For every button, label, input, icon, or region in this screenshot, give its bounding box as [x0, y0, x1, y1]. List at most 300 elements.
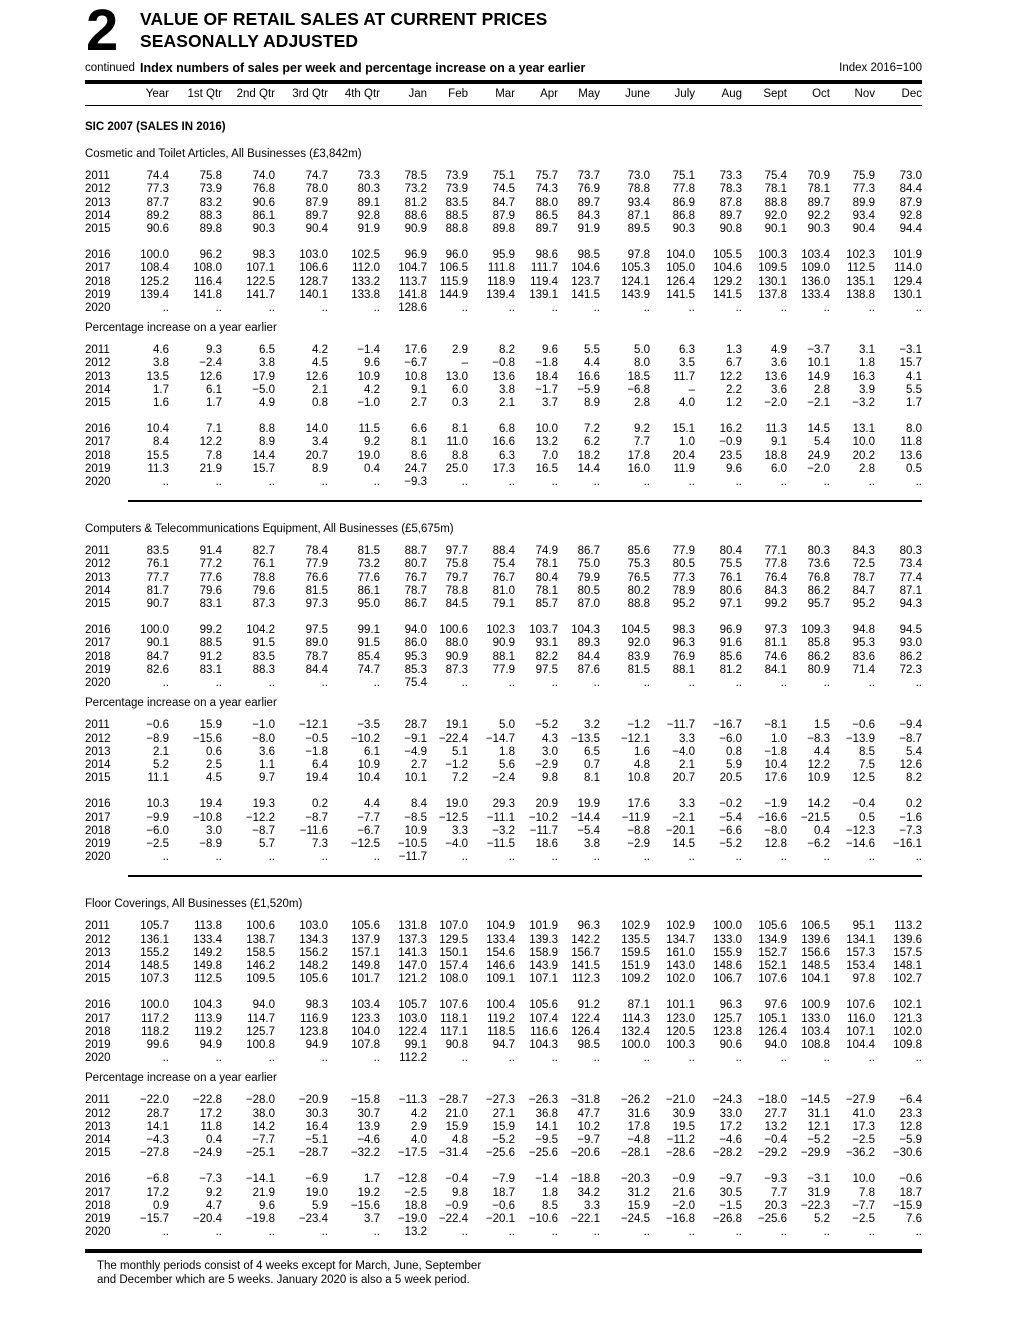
- value-cell: 92.8: [357, 209, 380, 222]
- value-cell: 80.4: [535, 571, 558, 584]
- value-cell: 112.3: [572, 973, 600, 986]
- table-row: [85, 851, 922, 864]
- value-cell: −0.9: [445, 1199, 468, 1212]
- section-title: Computers & Telecommunications Equipment, All Businesses (£5,675m): [85, 523, 454, 536]
- table-row: [85, 812, 922, 825]
- value-cell: 131.8: [398, 920, 427, 933]
- value-cell: 16.2: [719, 423, 742, 436]
- value-cell: 93.0: [899, 637, 922, 650]
- value-cell: 75.0: [577, 558, 600, 571]
- value-cell: 81.2: [719, 663, 742, 676]
- value-cell: −2.5: [852, 1133, 875, 1146]
- year-label: 2019: [85, 1038, 111, 1051]
- value-cell: 1.7: [364, 1173, 380, 1186]
- value-cell: 112.5: [194, 973, 222, 986]
- value-cell: 77.8: [764, 558, 787, 571]
- value-cell: 104.4: [846, 1038, 875, 1051]
- sic-heading: SIC 2007 (SALES IN 2016): [85, 121, 226, 134]
- value-cell: 84.5: [445, 598, 468, 611]
- table-row: [85, 1094, 922, 1107]
- value-cell: 10.1: [404, 772, 427, 785]
- value-cell: 141.8: [398, 288, 427, 301]
- value-cell: 15.7: [252, 462, 275, 475]
- value-cell: 2.1: [153, 745, 169, 758]
- value-cell: 156.2: [299, 946, 328, 959]
- value-cell: 102.9: [621, 920, 650, 933]
- value-cell: −9.1: [404, 732, 427, 745]
- value-cell: 98.5: [577, 1038, 600, 1051]
- column-header: 2nd Qtr: [236, 88, 275, 100]
- value-cell: 87.6: [577, 663, 600, 676]
- year-label: 2016: [85, 249, 111, 262]
- value-cell: 19.9: [577, 798, 600, 811]
- value-cell: 106.5: [439, 262, 468, 275]
- value-cell: 139.3: [529, 933, 558, 946]
- value-cell: 142.2: [571, 933, 600, 946]
- value-cell: 121.2: [398, 973, 427, 986]
- value-cell: 88.1: [672, 663, 695, 676]
- value-cell: 122.4: [398, 1025, 427, 1038]
- value-cell: 82.6: [146, 663, 169, 676]
- year-label: 2014: [85, 209, 111, 222]
- table-row: [85, 598, 922, 611]
- value-cell: −11.1: [486, 811, 515, 824]
- value-cell: −7.3: [899, 824, 922, 837]
- value-cell: 7.2: [584, 423, 600, 436]
- pct-table-2016-2020: [85, 423, 922, 489]
- value-cell: 96.3: [719, 999, 742, 1012]
- value-cell: 101.1: [666, 999, 695, 1012]
- value-cell: 80.3: [357, 183, 380, 196]
- value-cell: ..: [735, 851, 742, 864]
- year-label: 2012: [85, 558, 111, 571]
- value-cell: 88.8: [445, 223, 468, 236]
- value-cell: ..: [551, 1052, 558, 1065]
- value-cell: 116.4: [194, 275, 222, 288]
- value-cell: 118.9: [487, 275, 515, 288]
- value-cell: −5.2: [535, 719, 558, 732]
- value-cell: 108.0: [193, 262, 222, 275]
- value-cell: 77.3: [672, 571, 695, 584]
- value-cell: −21.5: [800, 811, 830, 824]
- table-row: [85, 384, 922, 397]
- value-cell: 19.0: [445, 798, 468, 811]
- value-cell: −2.4: [199, 357, 222, 370]
- value-cell: 84.1: [764, 663, 787, 676]
- column-header: Nov: [854, 88, 875, 100]
- value-cell: 133.0: [801, 1012, 830, 1025]
- value-cell: 148.2: [299, 959, 328, 972]
- value-cell: −11.3: [398, 1094, 427, 1107]
- value-cell: 78.5: [404, 170, 427, 183]
- value-cell: 8.9: [584, 397, 600, 410]
- value-cell: −8.9: [146, 732, 169, 745]
- value-cell: −0.2: [719, 798, 742, 811]
- value-cell: 84.3: [577, 209, 600, 222]
- value-cell: −8.3: [807, 732, 830, 745]
- value-cell: 108.8: [801, 1038, 830, 1051]
- value-cell: 79.6: [252, 584, 275, 597]
- value-cell: 15.5: [146, 449, 169, 462]
- value-cell: 0.4: [364, 462, 380, 475]
- value-cell: 16.4: [305, 1120, 328, 1133]
- value-cell: 139.6: [801, 933, 830, 946]
- value-cell: −13.5: [570, 732, 600, 745]
- table-row: [85, 450, 922, 463]
- value-cell: 4.4: [584, 357, 600, 370]
- value-cell: 17.2: [146, 1186, 169, 1199]
- value-cell: 161.0: [666, 946, 695, 959]
- value-cell: 107.1: [529, 973, 558, 986]
- value-cell: 10.9: [404, 824, 427, 837]
- table-row: [85, 934, 922, 947]
- value-cell: −1.0: [252, 719, 275, 732]
- value-cell: 80.6: [719, 584, 742, 597]
- pct-table-2011-2015: [85, 1094, 922, 1160]
- year-label: 2013: [85, 1120, 111, 1133]
- value-cell: 124.1: [621, 275, 650, 288]
- value-cell: 80.5: [672, 558, 695, 571]
- value-cell: 89.5: [627, 223, 650, 236]
- value-cell: 1.1: [259, 758, 275, 771]
- value-cell: 8.6: [411, 449, 427, 462]
- value-cell: 103.0: [299, 920, 328, 933]
- value-cell: 111.8: [487, 262, 515, 275]
- value-cell: 21.9: [199, 462, 222, 475]
- value-cell: 87.3: [445, 663, 468, 676]
- section-title: Cosmetic and Toilet Articles, All Businesses (£3,842m): [85, 148, 362, 161]
- value-cell: 12.6: [305, 370, 328, 383]
- value-cell: 94.4: [899, 223, 922, 236]
- value-cell: 17.6: [627, 798, 650, 811]
- table-row: [85, 1213, 922, 1226]
- value-cell: 104.3: [529, 1038, 558, 1051]
- table-row: [85, 289, 922, 302]
- value-cell: −17.5: [397, 1147, 427, 1160]
- value-cell: 119.2: [487, 1012, 515, 1025]
- table-row: [85, 197, 922, 210]
- value-cell: 100.3: [666, 1038, 695, 1051]
- value-cell: 87.8: [719, 196, 742, 209]
- value-cell: 90.6: [146, 223, 169, 236]
- value-cell: 82.2: [535, 650, 558, 663]
- value-cell: −9.4: [899, 719, 922, 732]
- value-cell: −4.9: [404, 745, 427, 758]
- value-cell: 73.7: [577, 170, 600, 183]
- value-cell: −3.1: [899, 344, 922, 357]
- value-cell: 5.0: [499, 719, 515, 732]
- value-cell: ..: [915, 476, 922, 489]
- value-cell: 20.7: [305, 449, 328, 462]
- value-cell: −6.7: [357, 824, 380, 837]
- value-cell: 8.1: [411, 436, 427, 449]
- year-label: 2012: [85, 183, 111, 196]
- value-cell: 6.6: [411, 423, 427, 436]
- value-cell: −11.2: [666, 1133, 695, 1146]
- value-cell: ..: [593, 1052, 600, 1065]
- value-cell: 94.9: [199, 1038, 222, 1051]
- value-cell: 117.1: [440, 1025, 468, 1038]
- value-cell: 89.7: [807, 196, 830, 209]
- value-cell: −10.5: [397, 837, 427, 850]
- value-cell: 114.0: [894, 262, 922, 275]
- value-cell: 100.3: [758, 249, 787, 262]
- value-cell: 12.2: [199, 436, 222, 449]
- value-cell: 11.8: [900, 436, 922, 449]
- value-cell: −31.4: [438, 1147, 468, 1160]
- value-cell: 3.3: [679, 798, 695, 811]
- table-row: [85, 677, 922, 690]
- value-cell: −11.7: [666, 719, 695, 732]
- value-cell: 75.4: [404, 677, 427, 690]
- value-cell: 129.2: [713, 275, 742, 288]
- value-cell: 73.6: [807, 558, 830, 571]
- value-cell: ..: [215, 851, 222, 864]
- value-cell: −16.7: [712, 719, 742, 732]
- year-label: 2019: [85, 288, 111, 301]
- value-cell: 2.9: [452, 344, 468, 357]
- value-cell: ..: [508, 1226, 515, 1239]
- year-label: 2015: [85, 1147, 111, 1160]
- value-cell: 107.1: [246, 262, 275, 275]
- value-cell: 89.8: [492, 223, 515, 236]
- value-cell: ..: [215, 1226, 222, 1239]
- value-cell: 156.7: [571, 946, 600, 959]
- value-cell: 108.0: [439, 973, 468, 986]
- value-cell: 102.9: [666, 920, 695, 933]
- value-cell: 84.7: [146, 650, 169, 663]
- column-header: 4th Qtr: [344, 88, 380, 100]
- value-cell: 80.9: [807, 663, 830, 676]
- value-cell: 78.4: [305, 545, 328, 558]
- value-cell: 112.2: [399, 1052, 427, 1065]
- value-cell: 72.3: [899, 663, 922, 676]
- year-label: 2017: [85, 436, 111, 449]
- value-cell: ..: [823, 1226, 830, 1239]
- value-cell: ..: [915, 1052, 922, 1065]
- value-cell: 4.4: [814, 745, 830, 758]
- value-cell: 129.4: [893, 275, 922, 288]
- value-cell: 10.8: [404, 370, 427, 383]
- column-header: 3rd Qtr: [292, 88, 328, 100]
- value-cell: 7.1: [206, 423, 222, 436]
- value-cell: 83.9: [627, 650, 650, 663]
- value-cell: 123.8: [713, 1025, 742, 1038]
- value-cell: 133.4: [486, 933, 515, 946]
- value-cell: 7.7: [634, 436, 650, 449]
- value-cell: −26.3: [528, 1094, 558, 1107]
- value-cell: 81.5: [627, 663, 650, 676]
- value-cell: 5.5: [906, 383, 922, 396]
- table-row: [85, 1187, 922, 1200]
- value-cell: ..: [373, 677, 380, 690]
- value-cell: 19.0: [305, 1186, 328, 1199]
- value-cell: 14.1: [535, 1120, 558, 1133]
- table-row: [85, 772, 922, 785]
- value-cell: 0.5: [859, 811, 875, 824]
- value-cell: 107.6: [846, 999, 875, 1012]
- value-cell: 76.5: [627, 571, 650, 584]
- value-cell: −18.8: [570, 1173, 600, 1186]
- value-cell: 18.2: [577, 449, 600, 462]
- value-cell: −16.1: [892, 837, 922, 850]
- value-cell: 89.3: [577, 637, 600, 650]
- value-cell: −8.8: [627, 824, 650, 837]
- value-cell: 92.8: [899, 209, 922, 222]
- value-cell: −3.5: [357, 719, 380, 732]
- value-cell: 98.3: [305, 999, 328, 1012]
- value-cell: ..: [915, 1226, 922, 1239]
- value-cell: ..: [643, 851, 650, 864]
- value-cell: 97.6: [764, 999, 787, 1012]
- value-cell: 155.9: [713, 946, 742, 959]
- value-cell: ..: [593, 851, 600, 864]
- value-cell: 23.3: [899, 1107, 922, 1120]
- value-cell: −12.2: [245, 811, 275, 824]
- value-cell: 14.4: [252, 449, 275, 462]
- value-cell: 15.1: [672, 423, 695, 436]
- value-cell: 70.9: [807, 170, 830, 183]
- value-cell: 89.9: [852, 196, 875, 209]
- value-cell: −25.1: [245, 1147, 275, 1160]
- value-cell: 100.4: [486, 999, 515, 1012]
- value-cell: 47.7: [577, 1107, 600, 1120]
- value-cell: 75.3: [627, 558, 650, 571]
- value-cell: 104.5: [621, 624, 650, 637]
- table-row: [85, 838, 922, 851]
- value-cell: ..: [688, 677, 695, 690]
- table-row: [85, 746, 922, 759]
- value-cell: 34.2: [577, 1186, 600, 1199]
- value-cell: −8.9: [199, 837, 222, 850]
- value-cell: −2.1: [807, 397, 830, 410]
- value-cell: −4.0: [445, 837, 468, 850]
- value-cell: 73.2: [357, 558, 380, 571]
- value-cell: 9.2: [364, 436, 380, 449]
- value-cell: −23.4: [298, 1212, 328, 1225]
- value-cell: 152.1: [758, 959, 787, 972]
- table-row: [85, 558, 922, 571]
- value-cell: 90.9: [492, 637, 515, 650]
- value-cell: 3.4: [312, 436, 328, 449]
- table-row: [85, 973, 922, 986]
- value-cell: −22.4: [438, 1212, 468, 1225]
- value-cell: 18.4: [535, 370, 558, 383]
- value-cell: ..: [780, 476, 787, 489]
- value-cell: 136.0: [801, 275, 830, 288]
- value-cell: 3.5: [679, 357, 695, 370]
- table-row: [85, 436, 922, 449]
- value-cell: 86.7: [577, 545, 600, 558]
- value-cell: 78.1: [807, 183, 830, 196]
- value-cell: 97.8: [627, 249, 650, 262]
- value-cell: 104.1: [801, 973, 830, 986]
- value-cell: 129.5: [439, 933, 468, 946]
- value-cell: 71.4: [852, 663, 875, 676]
- value-cell: −3.2: [492, 824, 515, 837]
- value-cell: 20.9: [535, 798, 558, 811]
- value-cell: ..: [593, 677, 600, 690]
- value-cell: 137.8: [758, 288, 787, 301]
- value-cell: 7.2: [452, 772, 468, 785]
- table-row: [85, 249, 922, 262]
- value-cell: ..: [373, 302, 380, 315]
- value-cell: 113.9: [194, 1012, 222, 1025]
- value-cell: 13.0: [445, 370, 468, 383]
- value-cell: −0.9: [719, 436, 742, 449]
- value-cell: −12.5: [438, 811, 468, 824]
- value-cell: −28.6: [665, 1147, 695, 1160]
- value-cell: 85.3: [404, 663, 427, 676]
- value-cell: 88.6: [404, 209, 427, 222]
- value-cell: 13.2: [764, 1120, 787, 1133]
- value-cell: −5.2: [492, 1133, 515, 1146]
- value-cell: 12.5: [852, 772, 875, 785]
- value-cell: −1.4: [357, 344, 380, 357]
- value-cell: 87.1: [627, 999, 650, 1012]
- value-cell: −28.7: [298, 1147, 328, 1160]
- year-label: 2016: [85, 1173, 111, 1186]
- value-cell: 105.6: [758, 920, 787, 933]
- value-cell: 6.8: [499, 423, 515, 436]
- value-cell: 133.2: [351, 275, 380, 288]
- value-cell: 96.9: [404, 249, 427, 262]
- value-cell: 97.8: [852, 973, 875, 986]
- value-cell: 106.7: [713, 973, 742, 986]
- table-row: [85, 170, 922, 183]
- value-cell: 28.7: [146, 1107, 169, 1120]
- column-header: Aug: [721, 88, 742, 100]
- value-cell: 152.7: [758, 946, 787, 959]
- value-cell: 97.3: [305, 598, 328, 611]
- value-cell: 83.6: [852, 650, 875, 663]
- value-cell: 14.1: [146, 1120, 169, 1133]
- value-cell: ..: [593, 1226, 600, 1239]
- value-cell: −3.1: [807, 1173, 830, 1186]
- value-cell: 12.1: [807, 1120, 830, 1133]
- value-cell: 90.4: [852, 223, 875, 236]
- value-cell: −26.8: [712, 1212, 742, 1225]
- value-cell: −14.6: [845, 837, 875, 850]
- value-cell: 21.0: [445, 1107, 468, 1120]
- value-cell: ..: [215, 302, 222, 315]
- value-cell: 4.9: [259, 397, 275, 410]
- value-cell: 4.5: [312, 357, 328, 370]
- value-cell: 118.2: [141, 1025, 169, 1038]
- value-cell: 1.7: [206, 397, 222, 410]
- value-cell: ..: [215, 1052, 222, 1065]
- value-cell: 11.3: [765, 423, 787, 436]
- value-cell: 77.9: [672, 545, 695, 558]
- value-cell: ..: [321, 1226, 328, 1239]
- value-cell: 14.4: [577, 462, 600, 475]
- value-cell: −0.9: [672, 1173, 695, 1186]
- value-cell: 1.7: [153, 383, 169, 396]
- index-table-2011-2015: [85, 920, 922, 986]
- value-cell: 123.3: [351, 1012, 380, 1025]
- value-cell: −20.4: [192, 1212, 222, 1225]
- value-cell: 112.0: [352, 262, 380, 275]
- value-cell: 90.9: [404, 223, 427, 236]
- value-cell: 149.8: [351, 959, 380, 972]
- value-cell: 98.3: [252, 249, 275, 262]
- value-cell: 18.8: [764, 449, 787, 462]
- value-cell: 3.8: [153, 357, 169, 370]
- value-cell: ..: [268, 677, 275, 690]
- value-cell: 25.0: [445, 462, 468, 475]
- value-cell: 15.9: [492, 1120, 515, 1133]
- value-cell: 96.3: [577, 920, 600, 933]
